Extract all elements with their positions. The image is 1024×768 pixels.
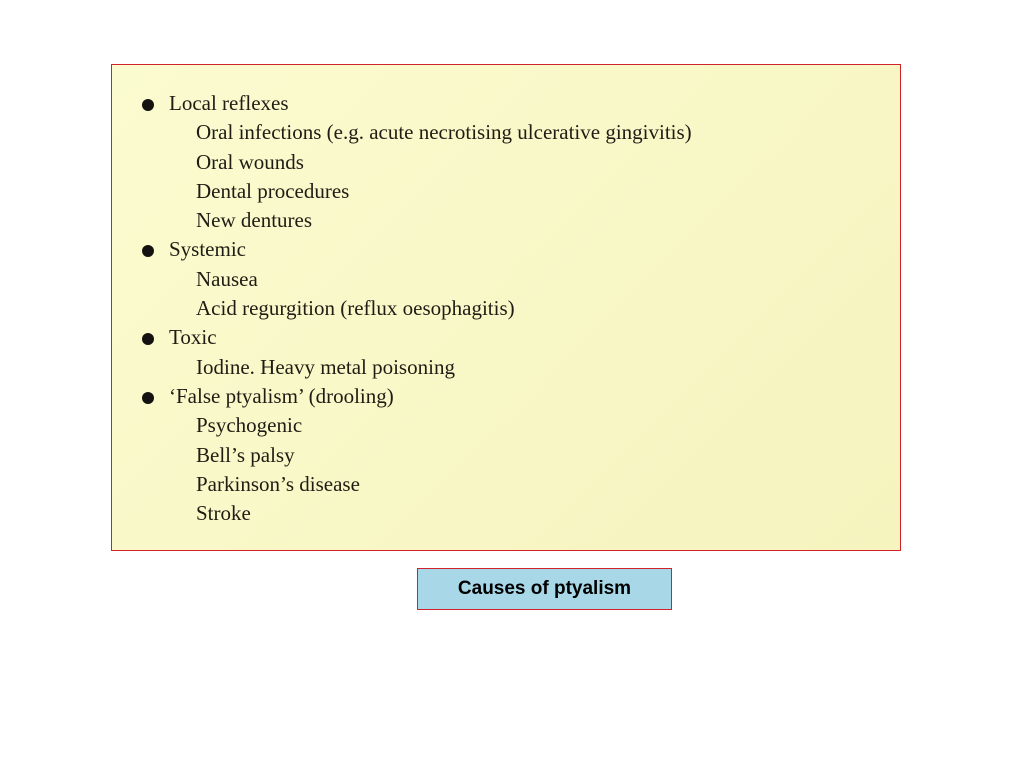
list-item: Dental procedures xyxy=(196,178,350,203)
list-item: New dentures xyxy=(196,208,313,233)
list-item: Oral infections (e.g. acute necrotising ulcerative gingivitis) xyxy=(196,120,692,145)
caption-text: Causes of ptyalism xyxy=(457,578,632,599)
group-heading-text: Toxic xyxy=(169,325,217,350)
group-heading-text: ‘False ptyalism’ (drooling) xyxy=(169,383,394,408)
group-heading-systemic xyxy=(112,235,692,264)
list-item: Parkinson’s disease xyxy=(196,471,360,496)
cause-list xyxy=(112,89,692,528)
figure-caption xyxy=(417,568,672,610)
group-heading-false-ptyalism xyxy=(112,382,692,411)
list-item: Psychogenic xyxy=(196,413,303,438)
scanned-figure xyxy=(111,64,901,551)
list-item: Oral wounds xyxy=(196,149,304,174)
group-heading-text: Local reflexes xyxy=(169,91,289,115)
bullet-icon xyxy=(142,99,154,111)
group-heading-text: Systemic xyxy=(169,237,246,262)
group-heading-toxic xyxy=(112,323,692,352)
bullet-icon xyxy=(142,333,154,345)
group-heading-local-reflexes xyxy=(112,89,692,118)
bullet-icon xyxy=(142,392,154,404)
list-item: Stroke xyxy=(196,501,251,526)
list-item: Bell’s palsy xyxy=(196,442,295,467)
list-item: Acid regurgition (reflux oesophagitis) xyxy=(196,296,515,321)
list-item: Iodine. Heavy metal poisoning xyxy=(196,354,455,379)
bullet-icon xyxy=(142,245,154,257)
list-item: Nausea xyxy=(196,266,258,291)
